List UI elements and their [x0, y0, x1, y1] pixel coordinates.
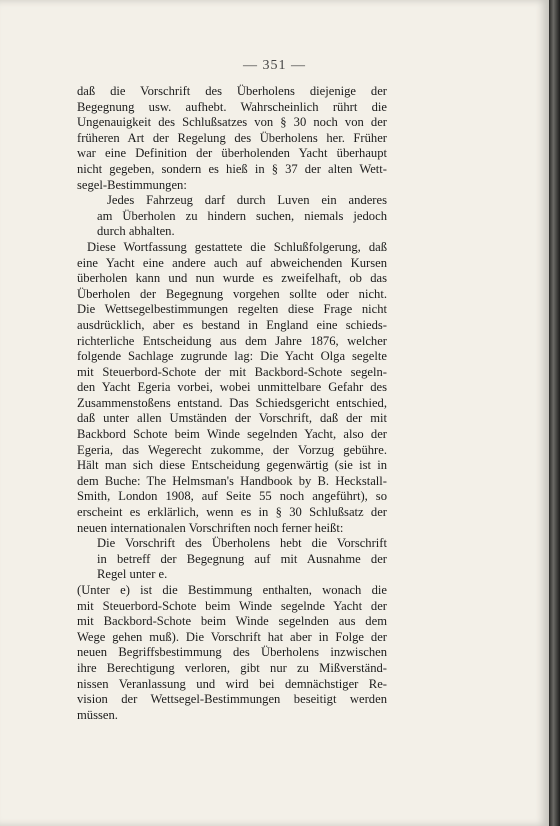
text-line: mit Steuerbord-Schote beim Winde segelnde Yacht der [77, 598, 387, 613]
text-line: in betreff der Begegnung auf mit Ausnahme der [97, 551, 387, 566]
text-line: Zusammenstoßens entstand. Das Schiedsgericht entschied, [77, 395, 387, 410]
text-line: Smith, London 1908, auf Seite 55 noch angeführt), so [77, 489, 387, 504]
text-line: Ungenauigkeit des Schlußsatzes von § 30 noch von der [77, 115, 387, 130]
text-line: erscheint es erklärlich, wenn es in § 30 Schlußsatz der [77, 505, 387, 520]
text-line: ihre Berechtigung verloren, gibt nur zu Mißverständ- [77, 660, 387, 675]
text-line: überholen kann und nun wurde es zweifelhaft, ob das [77, 271, 387, 286]
text-line: am Überholen zu hindern suchen, niemals jedoch [97, 208, 387, 223]
paragraph-1 [77, 84, 387, 193]
text-line: Regel unter e. [97, 567, 168, 582]
text-line: richterliche Entscheidung aus dem Jahre 1876, welcher [77, 333, 387, 348]
text-line: durch abhalten. [97, 224, 175, 239]
text-line: folgende Sachlage zugrunde lag: Die Yacht Olga segelte [77, 349, 387, 364]
text-line: vision der Wettsegel-Bestimmungen beseitigt werden [77, 692, 387, 707]
text-line: müssen. [77, 707, 118, 722]
paragraph-3 [77, 583, 387, 723]
text-line: ausdrücklich, aber es bestand in England eine schieds- [77, 317, 387, 332]
text-line: Begegnung usw. aufhebt. Wahrscheinlich rührt die [77, 99, 387, 114]
text-line: früheren Art der Regelung des Überholens her. Früher [77, 130, 387, 145]
text-line: Diese Wortfassung gestattete die Schlußfolgerung, daß [87, 239, 387, 254]
quote-2 [97, 536, 387, 583]
text-line: Backbord Schote beim Winde segelnden Yacht, also der [77, 427, 387, 442]
text-line: daß unter allen Umständen der Vorschrift, daß der mit [77, 411, 387, 426]
text-line: Egeria, das Wegerecht zukomme, der Vorzug gebühre. [77, 442, 387, 457]
text-line: nissen Veranlassung und wird bei demnächstiger Re- [77, 676, 387, 691]
page-number: — 351 — [243, 58, 306, 73]
page-edge [549, 0, 560, 826]
text-line: Hält man sich diese Entscheidung gegenwärtig (sie ist in [77, 458, 387, 473]
text-line: Wege gehen muß). Die Vorschrift hat aber in Folge der [77, 629, 387, 644]
text-line: (Unter e) ist die Bestimmung enthalten, wonach die [77, 583, 387, 597]
text-line: Jedes Fahrzeug darf durch Luven ein anderes [107, 193, 387, 208]
paragraph-2 [77, 240, 387, 536]
text-line: nicht gegeben, sondern es hieß in § 37 der alten Wett- [77, 161, 387, 176]
text-line: Die Vorschrift des Überholens hebt die Vorschrift [97, 536, 387, 551]
text-line: neuen Begriffsbestimmung des Überholens inzwischen [77, 645, 387, 660]
text-line: mit Backbord-Schote beim Winde segelnden aus dem [77, 614, 387, 629]
text-line: eine Yacht eine andere auch auf abweichenden Kursen [77, 255, 387, 270]
text-line: segel-Bestimmungen: [77, 177, 187, 192]
text-line: Überholen der Begegnung vorgehen sollte oder nicht. [77, 286, 387, 301]
text-line: daß die Vorschrift des Überholens diejenige der [77, 84, 387, 98]
page-text [77, 84, 387, 723]
text-line: mit Steuerbord-Schote der mit Backbord-Schote segeln- [77, 364, 387, 379]
text-line: den Yacht Egeria vorbei, wobei unmittelbare Gefahr des [77, 380, 387, 395]
text-line: neuen internationalen Vorschriften noch ferner heißt: [77, 520, 344, 535]
text-line: dem Buche: The Helmsman's Handbook by B. Heckstall- [77, 473, 387, 488]
text-line: Die Wettsegelbestimmungen regelten diese Frage nicht [77, 302, 387, 317]
quote-1 [97, 193, 387, 240]
text-line: war eine Definition der überholenden Yacht überhaupt [77, 146, 387, 161]
